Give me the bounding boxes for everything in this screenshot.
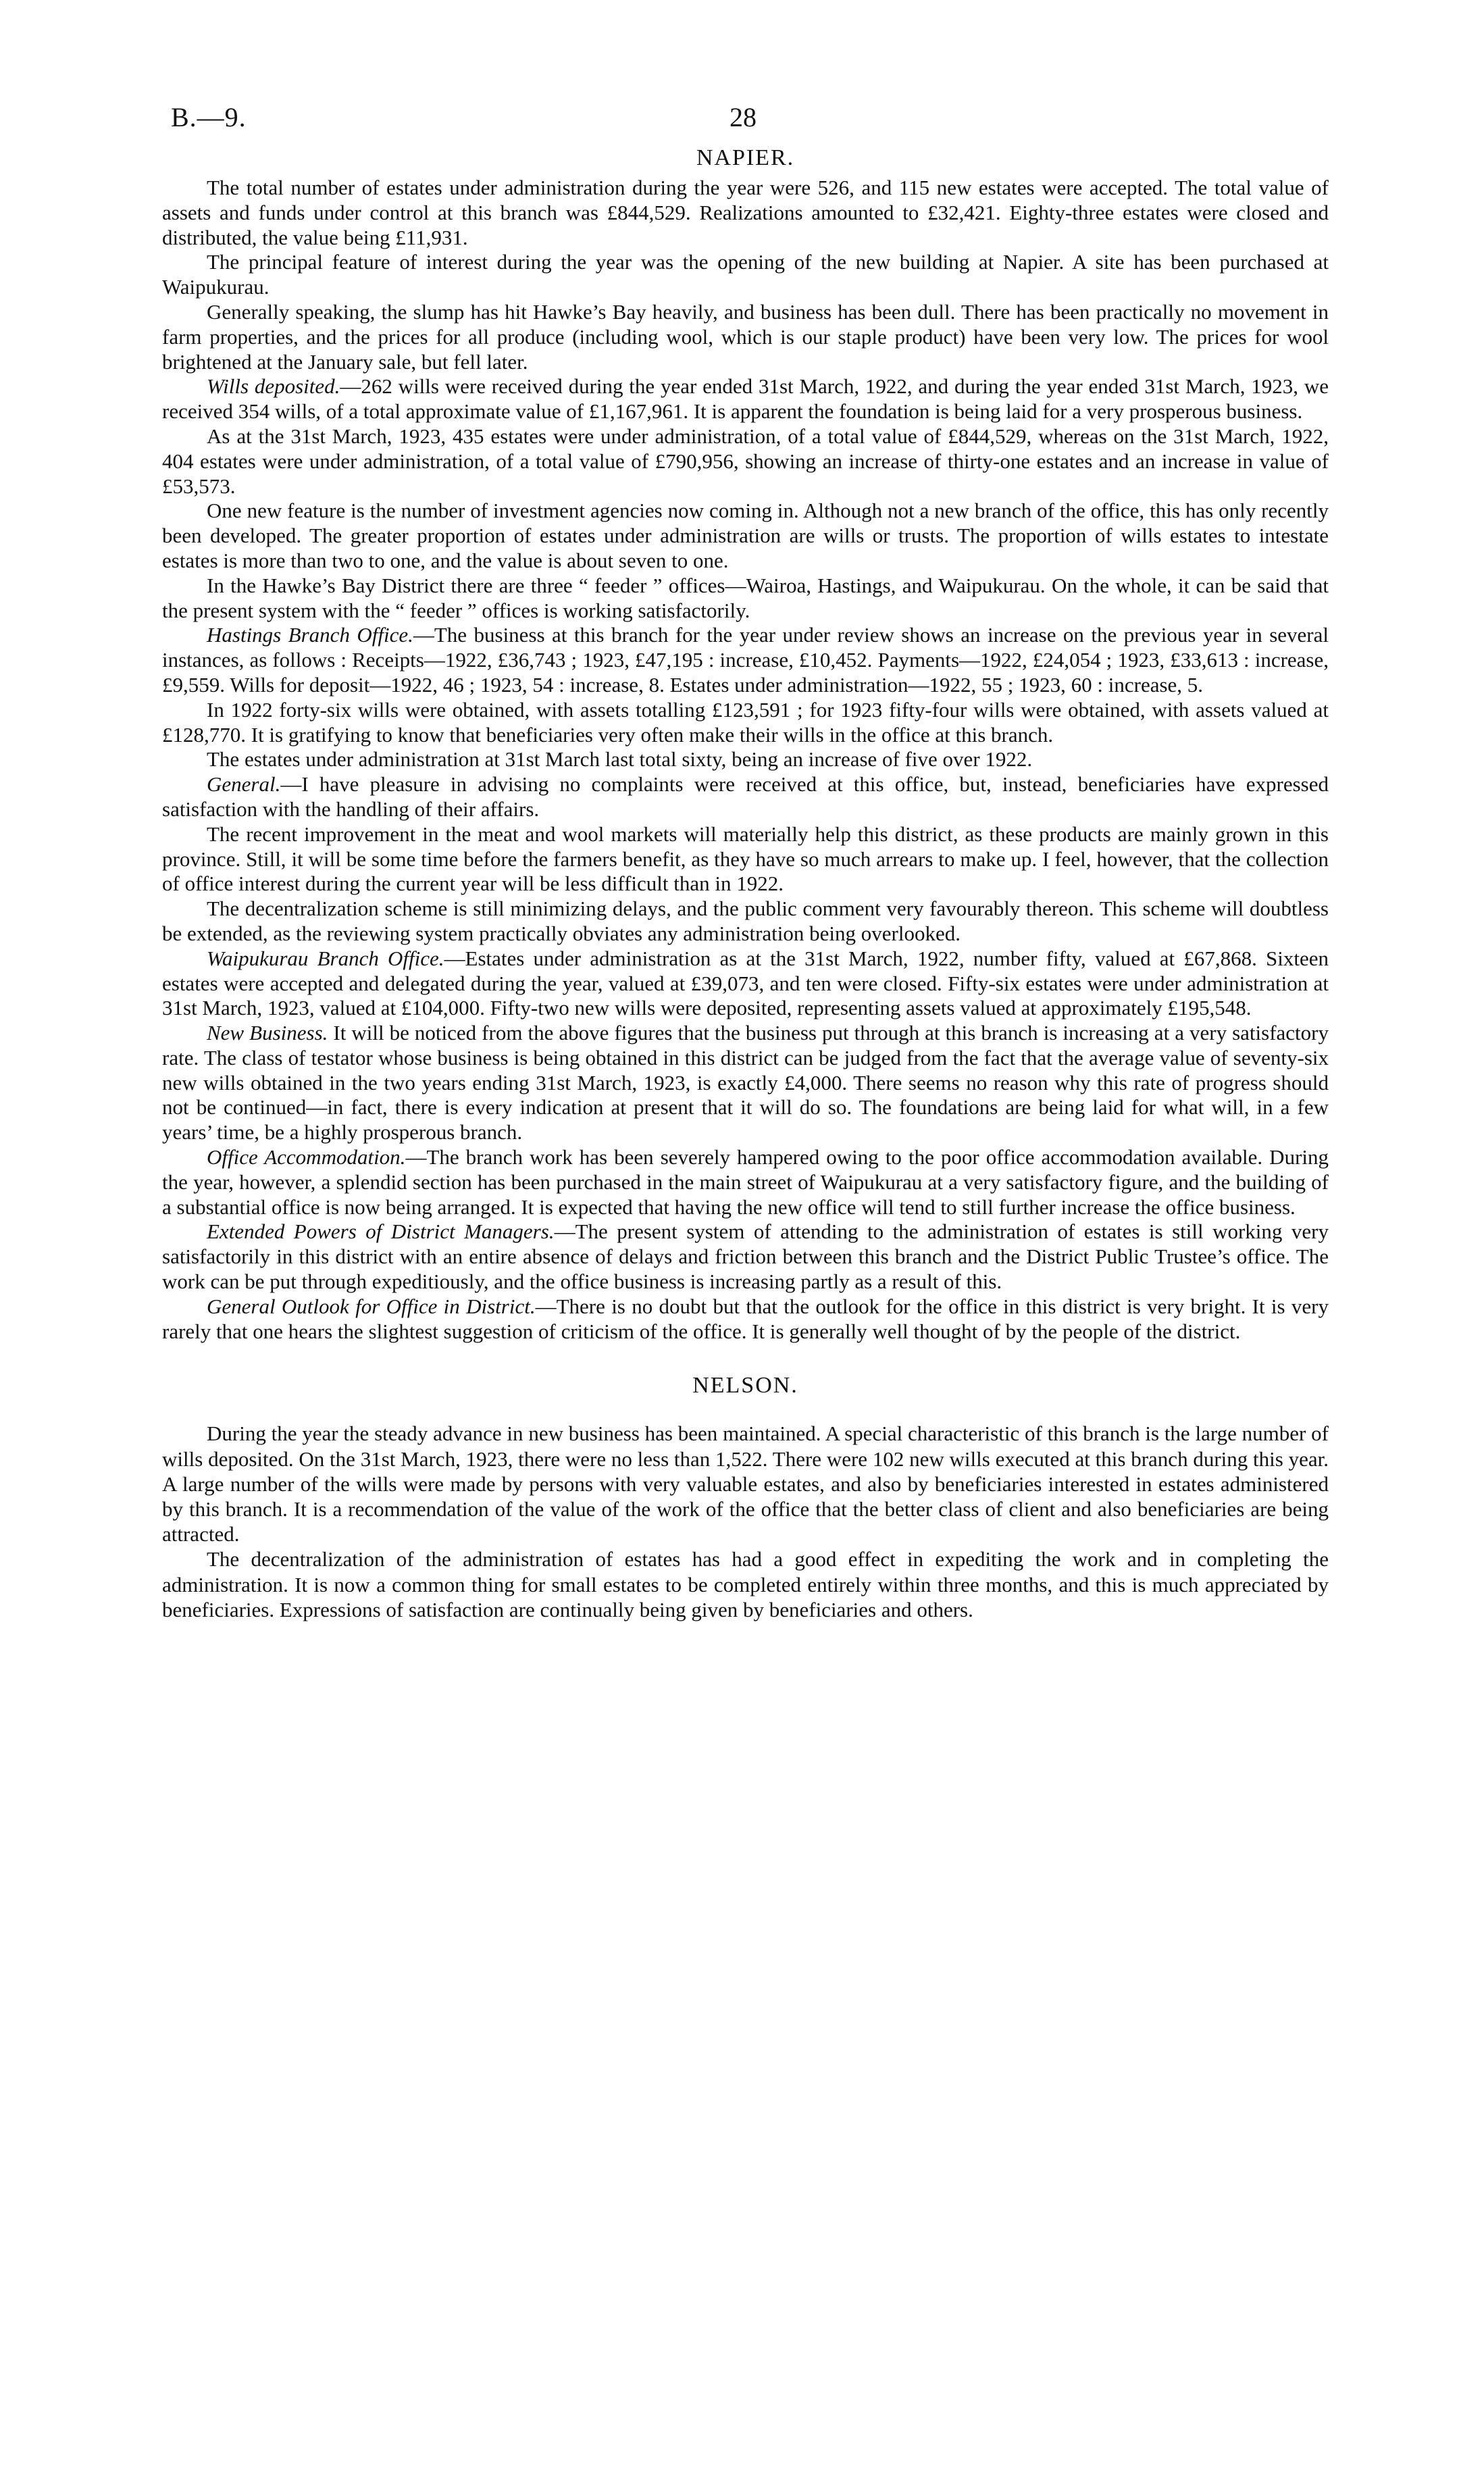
napier-paragraphs [162,176,1329,1344]
napier-heading: NAPIER. [696,145,795,170]
paragraph-lead: Waipukurau Branch Office. [207,946,444,970]
nelson-paragraphs [162,1421,1329,1622]
paragraph-text: One new feature is the number of investment agencies now coming in. Although not a new branch of the office, this has only recently been developed. The greater proportion of estates under administration are wills or trusts. The proportion of wills estates to intestate estates is more than two to one, and the value is about seven to one. [162,499,1329,572]
paragraph-text: The estates under administration at 31st March last total sixty, being an increase of five over 1922. [207,747,1033,772]
paragraph-text: In 1922 forty-six wills were obtained, with assets totalling £123,591 ; for 1923 fifty-four wills were obtained, with assets valued at £128,770. It is gratifying to know that beneficiaries very often make their wills in the office at this branch. [162,697,1329,747]
paragraph-lead: Wills deposited. [207,374,340,399]
paragraph [162,300,1329,374]
paragraph-text: It will be noticed from the above figures that the business put through at this branch is increasing at a very satisfactory rate. The class of testator whose business is being obtained in this district can be judged from the fact that the average value of seventy-six new wills obtained in the two years ending 31st March, 1923, is exactly £4,000. There seems no reason why this rate of progress should not be continued—in fact, there is every indication at present that it will do so. The foundations are being laid for what will, in a few years’ time, be a highly prosperous branch. [162,1021,1329,1144]
paragraph [162,1421,1329,1546]
paragraph [162,698,1329,748]
paragraph-text: The principal feature of interest during the year was the opening of the new building at Napier. A site has been purchased at Waipukurau. [162,250,1329,299]
nelson-section [162,1371,1329,1622]
paragraph-text: The decentralization of the administration of estates has had a good effect in expediting the work and in completing the administration. It is now a common thing for small estates to be completed entirely within three months, and this is much appreciated by beneficiaries. Expressions of satisfaction are continually being given by beneficiaries and others. [162,1547,1329,1621]
paragraph-text: —Estates under administration as at the 31st March, 1922, number fifty, valued at £67,868. Sixteen estates were accepted and delegated during the year, valued at £39,073, and ten were closed. Fifty-six estates were under administration at 31st March, 1923, valued at £104,000. Fifty-two new wills were deposited, representing assets valued at approximately £195,548. [162,946,1329,1020]
page-number: 28 [730,102,757,132]
paragraph-text: As at the 31st March, 1923, 435 estates were under administration, of a total value of £844,529, whereas on the 31st March, 1922, 404 estates were under administration, of a total value of £790,956, showing an increase of thirty-one estates and an increase in value of £53,573. [162,424,1329,498]
paragraph-text: —I have pleasure in advising no complaints were received at this office, but, instead, beneficiaries have expressed satisfaction with the handling of their affairs. [162,772,1329,821]
paragraph [162,1219,1329,1294]
document-reference: B.—9. [171,102,247,132]
page-header [0,101,1484,135]
paragraph-lead: General Outlook for Office in District. [207,1294,536,1318]
paragraph [162,424,1329,499]
paragraph-text: —There is no doubt but that the outlook for the office in this district is very bright. It is very rarely that one hears the slightest suggestion of criticism of the office. It is generally well thought of by the people of the district. [162,1294,1329,1343]
paragraph [162,947,1329,1021]
paragraph-text: During the year the steady advance in new business has been maintained. A special characteristic of this branch is the large number of wills deposited. On the 31st March, 1923, there were no less than 1,522. There were 102 new wills executed at this branch during this year. A large number of the wills were made by persons with very valuable estates, and also by beneficiaries interested in estates administered by this branch. It is a recommendation of the value of the work of the office that the better class of client and also beneficiaries are being attracted. [162,1421,1329,1546]
paragraph-text: In the Hawke’s Bay District there are three “ feeder ” offices—Wairoa, Hastings, and Waipukurau. On the whole, it can be said that the present system with the “ feeder ” offices is working satisfactorily. [162,573,1329,622]
paragraph [162,1145,1329,1219]
paragraph [162,250,1329,300]
paragraph-text: —The branch work has been severely hampered owing to the poor office accommodation available. During the year, however, a splendid section has been purchased in the main street of Waipukurau at a very satisfactory figure, and the building of a substantial office is now being arranged. It is expected that having the new office will tend to still further increase the office business. [162,1145,1329,1219]
paragraph [162,1021,1329,1145]
nelson-heading: NELSON. [692,1373,798,1399]
paragraph-lead: New Business. [207,1021,328,1045]
paragraph-lead: General. [207,772,281,797]
paragraph-text: The recent improvement in the meat and wool markets will materially help this district, as these products are mainly grown in this province. Still, it will be some time before the farmers benefit, as they have so much arrears to make up. I feel, however, that the collection of office interest during the current year will be less difficult than in 1922. [162,822,1329,896]
paragraph [162,374,1329,424]
document-body [162,143,1329,1622]
paragraph [162,1546,1329,1622]
paragraph [162,822,1329,897]
paragraph [162,499,1329,573]
paragraph-text: —The present system of attending to the administration of estates is still working very satisfactorily in this district with an entire absence of delays and friction between this branch and the District Public Trustee’s office. The work can be put through expeditiously, and the office business is increasing partly as a result of this. [162,1219,1329,1294]
paragraph [162,897,1329,947]
paragraph-lead: Extended Powers of District Managers. [207,1219,555,1244]
paragraph-lead: Office Accommodation. [207,1145,406,1169]
paragraph [162,176,1329,250]
paragraph-text: The decentralization scheme is still minimizing delays, and the public comment very favourably thereon. This scheme will doubtless be extended, as the reviewing system practically obviates any administration being overlooked. [162,897,1329,945]
paragraph [162,772,1329,822]
paragraph [162,574,1329,624]
napier-section [162,143,1329,1344]
paragraph-text: —262 wills were received during the year ended 31st March, 1922, and during the year ended 31st March, 1923, we received 354 wills, of a total approximate value of £1,167,961. It is apparent the foundation is being laid for a very prosperous business. [162,374,1329,424]
paragraph-text: The total number of estates under administration during the year were 526, and 115 new estates were accepted. The total value of assets and funds under control at this branch was £844,529. Realizations amounted to £32,421. Eighty-three estates were closed and distributed, the value being £11,931. [162,176,1329,249]
paragraph [162,747,1329,772]
paragraph-text: Generally speaking, the slump has hit Hawke’s Bay heavily, and business has been dull. There has been practically no movement in farm properties, and the prices for all produce (including wool, which is our staple product) have been very low. The prices for wool brightened at the January sale, but fell later. [162,299,1329,374]
paragraph-lead: Hastings Branch Office. [207,623,413,647]
paragraph-text: —The business at this branch for the year under review shows an increase on the previous year in several instances, as follows : Receipts—1922, £36,743 ; 1923, £47,195 : increase, £10,452. Payments—1922, £24,054 ; 1923, £33,613 : increase, £9,559. Wills for deposit—1922, 46 ; 1923, 54 : increase, 8. Estates under administration—1922, 55 ; 1923, 60 : increase, 5. [162,623,1329,697]
paragraph [162,623,1329,697]
paragraph [162,1294,1329,1344]
